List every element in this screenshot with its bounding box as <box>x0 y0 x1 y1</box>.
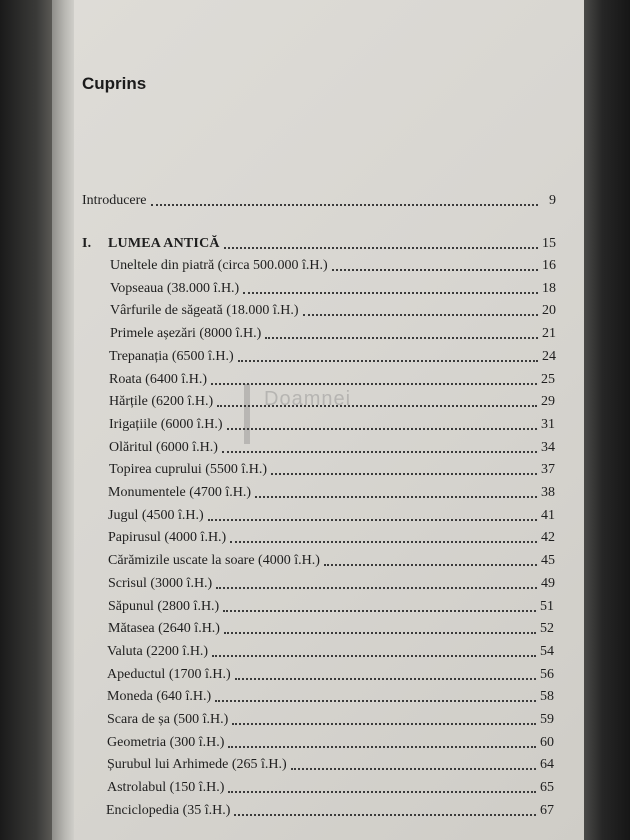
toc-page-number: 16 <box>542 258 556 273</box>
toc-entry-title: Apeductul (1700 î.H.) <box>107 667 231 682</box>
toc-entry-title: Astrolabul (150 î.H.) <box>107 780 225 795</box>
toc-entry-title: Vârfurile de săgeată (18.000 î.H.) <box>110 303 299 318</box>
toc-page-number: 42 <box>541 530 555 545</box>
toc-entry-title: Monumentele (4700 î.H.) <box>108 485 252 500</box>
toc-entry-title: Irigațiile (6000 î.H.) <box>109 417 223 432</box>
toc-entry-title: Șurubul lui Arhimede (265 î.H.) <box>107 757 287 772</box>
page-title: Cuprins <box>82 74 147 93</box>
dot-leader <box>291 768 536 770</box>
toc-entry-introduction <box>82 193 556 209</box>
toc-page-number: 59 <box>540 712 554 727</box>
toc-entry <box>108 485 555 501</box>
dot-leader <box>224 632 536 634</box>
toc-page-number: 58 <box>540 689 554 704</box>
toc-entry <box>110 281 556 297</box>
toc-entry <box>108 530 555 546</box>
toc-entry <box>107 689 554 705</box>
toc-entry <box>107 780 554 796</box>
dot-leader <box>222 451 537 453</box>
toc-entry <box>107 757 554 773</box>
book-gutter-left <box>0 0 52 840</box>
toc-entry-title: Valuta (2200 î.H.) <box>107 644 209 659</box>
toc-page-number: 38 <box>541 485 555 500</box>
dot-leader <box>151 204 538 206</box>
toc-entry <box>109 394 555 410</box>
toc-entry-title: Primele așezări (8000 î.H.) <box>110 326 262 341</box>
toc-entry <box>110 326 556 342</box>
toc-entry-title: Mătasea (2640 î.H.) <box>108 621 220 636</box>
dot-leader <box>216 587 537 589</box>
dot-leader <box>211 383 537 385</box>
dot-leader <box>265 337 538 339</box>
toc-page-number: 29 <box>541 394 555 409</box>
dot-leader <box>230 541 537 543</box>
toc-entry <box>110 303 556 319</box>
dot-leader <box>271 473 537 475</box>
toc-entry <box>108 553 555 569</box>
dot-leader <box>228 746 536 748</box>
toc-page-number: 25 <box>541 372 555 387</box>
dot-leader <box>217 405 537 407</box>
toc-entry-title: Uneltele din piatră (circa 500.000 î.H.) <box>110 258 328 273</box>
book-page <box>74 0 584 840</box>
dot-leader <box>224 247 538 249</box>
toc-entry-title: Cărămizile uscate la soare (4000 î.H.) <box>108 553 320 568</box>
toc-entry <box>107 644 554 660</box>
toc-entry-title: Moneda (640 î.H.) <box>107 689 212 704</box>
toc-section-roman: I. LUMEA ANTICĂ <box>82 236 220 251</box>
toc-page-number: 20 <box>542 303 556 318</box>
toc-page-number: 31 <box>541 417 555 432</box>
toc-entry-title: Săpunul (2800 î.H.) <box>108 599 220 614</box>
toc-page-number: 15 <box>542 236 556 251</box>
toc-page-number: 60 <box>540 735 554 750</box>
toc-entry-title: Roata (6400 î.H.) <box>109 372 207 387</box>
toc-entry-title: Trepanația (6500 î.H.) <box>109 349 234 364</box>
toc-entry-title: Papirusul (4000 î.H.) <box>108 530 227 545</box>
dot-leader <box>215 700 536 702</box>
toc-entry-title: Topirea cuprului (5500 î.H.) <box>109 462 268 477</box>
toc-entry <box>107 712 554 728</box>
toc-entry-title: Vopseaua (38.000 î.H.) <box>110 281 240 296</box>
toc-page-number: 64 <box>540 757 554 772</box>
toc-entry <box>108 508 555 524</box>
toc-page-number: 49 <box>541 576 555 591</box>
toc-entry <box>109 417 555 433</box>
toc-entry <box>107 667 554 683</box>
dot-leader <box>208 519 537 521</box>
toc-page-number: 9 <box>549 193 556 208</box>
watermark-text: Doamnei <box>264 388 352 410</box>
toc-entry <box>109 462 555 478</box>
toc-entry <box>109 440 555 456</box>
table-of-contents <box>74 0 584 840</box>
dot-leader <box>232 723 536 725</box>
toc-page-number: 54 <box>540 644 554 659</box>
toc-page-number: 52 <box>540 621 554 636</box>
toc-page-number: 24 <box>542 349 556 364</box>
toc-entry-title: Jugul (4500 î.H.) <box>108 508 204 523</box>
toc-page-number: 18 <box>542 281 556 296</box>
dot-leader <box>227 428 537 430</box>
toc-entry-title: Olăritul (6000 î.H.) <box>109 440 218 455</box>
toc-entry <box>106 803 554 819</box>
toc-entry <box>110 258 556 274</box>
toc-page-number: 41 <box>541 508 555 523</box>
toc-entry <box>107 735 554 751</box>
toc-page-number: 65 <box>540 780 554 795</box>
toc-entry <box>109 372 555 388</box>
toc-page-number: 56 <box>540 667 554 682</box>
toc-entry-title: Scara de șa (500 î.H.) <box>107 712 229 727</box>
previous-page-edge <box>52 0 75 840</box>
toc-entry <box>108 576 555 592</box>
toc-section-title: LUMEA ANTICĂ <box>108 236 220 251</box>
toc-entry-title: Hărțile (6200 î.H.) <box>109 394 214 409</box>
toc-page-number: 37 <box>541 462 555 477</box>
toc-section-heading <box>82 236 556 252</box>
toc-page-number: 21 <box>542 326 556 341</box>
toc-entry-title: Scrisul (3000 î.H.) <box>108 576 213 591</box>
toc-entry <box>108 599 554 615</box>
dot-leader <box>243 292 538 294</box>
dot-leader <box>324 564 537 566</box>
dot-leader <box>223 610 536 612</box>
toc-entry-title: Enciclopedia (35 î.H.) <box>106 803 231 818</box>
dot-leader <box>255 496 537 498</box>
dot-leader <box>228 791 536 793</box>
toc-entry <box>109 349 556 365</box>
toc-entry <box>108 621 554 637</box>
toc-entry-title: Geometria (300 î.H.) <box>107 735 225 750</box>
toc-page-number: 45 <box>541 553 555 568</box>
toc-page-number: 34 <box>541 440 555 455</box>
toc-page-number: 51 <box>540 599 554 614</box>
dot-leader <box>235 678 536 680</box>
dot-leader <box>332 269 538 271</box>
dot-leader <box>238 360 538 362</box>
dot-leader <box>234 814 536 816</box>
dot-leader <box>303 314 538 316</box>
dot-leader <box>212 655 536 657</box>
toc-page-number: 67 <box>540 803 554 818</box>
book-gutter-right <box>584 0 630 840</box>
toc-entry-title: Introducere <box>82 193 147 208</box>
